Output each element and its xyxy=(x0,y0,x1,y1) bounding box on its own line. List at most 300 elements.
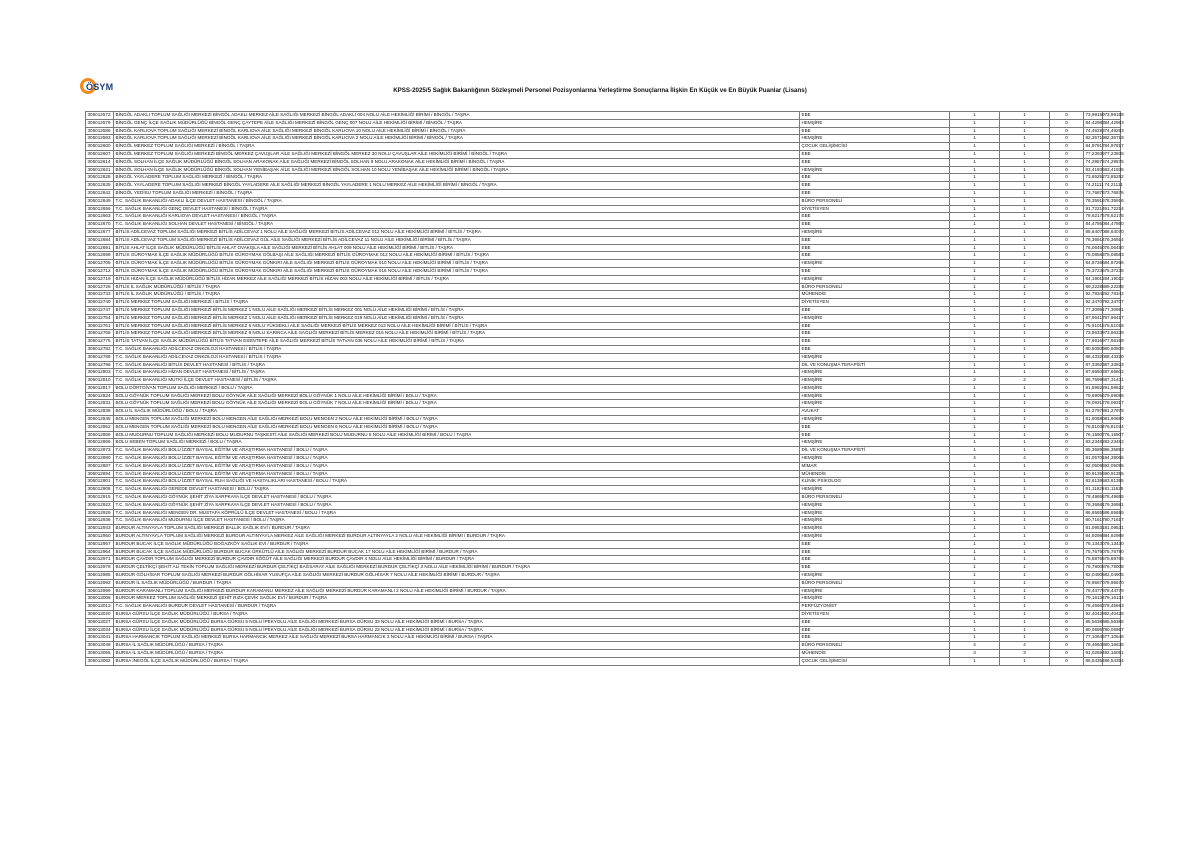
title-cell: HEMŞİRE xyxy=(800,353,950,361)
table-row xyxy=(86,306,1121,314)
quota-cell: 1 xyxy=(950,540,1000,548)
empty-cell: 0 xyxy=(1050,361,1084,369)
table-row xyxy=(86,400,1121,408)
quota-cell: 1 xyxy=(950,548,1000,556)
position-code-cell: 305013006 xyxy=(86,595,114,603)
min-score-cell: 81,11625 xyxy=(1084,486,1103,494)
empty-cell: 0 xyxy=(1050,306,1084,314)
min-score-cell: 75,76790 xyxy=(1084,548,1103,556)
placed-cell: 1 xyxy=(1000,166,1050,174)
quota-cell: 1 xyxy=(950,486,1000,494)
placed-cell: 1 xyxy=(1000,525,1050,533)
title-cell: EBE xyxy=(800,112,950,120)
empty-cell: 0 xyxy=(1050,626,1084,634)
position-code-cell: 305012992 xyxy=(86,579,114,587)
institution-cell: T.C. SAĞLIK BAKANLIĞI MENGEN DR. MUSTAFA KÖPRÜLÜ İLÇE DEVLET HASTANESİ / BOLU / TAŞRA xyxy=(114,509,800,517)
table-row xyxy=(86,353,1121,361)
max-score-cell: 84,97817 xyxy=(1103,143,1121,151)
position-code-cell: 305012607 xyxy=(86,150,114,158)
institution-cell: BİNGÖL KARLIOVA TOPLUM SAĞLIĞI MERKEZİ BİNGÖL KARLIOVA AİLE SAĞLIĞI MERKEZİ BİNGÖL KARLIOVA 2 NOLU AİLE HEKİMLİĞİ BİRİMİ / BİNGÖL / TAŞRA xyxy=(114,135,800,143)
title-cell: EBE xyxy=(800,345,950,353)
empty-cell: 0 xyxy=(1050,416,1084,424)
empty-cell: 0 xyxy=(1050,174,1084,182)
table-row xyxy=(86,486,1121,494)
min-score-cell: 75,08583 xyxy=(1084,252,1103,260)
quota-cell: 1 xyxy=(950,197,1000,205)
institution-cell: BURDUR ÇELTİKÇİ ŞEHİT ALİ TEKİN TOPLUM SAĞLIĞI MERKEZİ BURDUR ÇELTİKÇİ BAĞSARAY AİLE SAĞLIĞI MERKEZİ BURDUR ÇELTİKÇİ 3 NOLU AİLE HEKİMLİĞİ BİRİMİ / BURDUR / TAŞRA xyxy=(114,564,800,572)
table-row xyxy=(86,322,1121,330)
institution-cell: T.C. SAĞLIK BAKANLIĞI GEREDE DEVLET HASTANESİ / BOLU / TAŞRA xyxy=(114,486,800,494)
max-score-cell: 76,81034 xyxy=(1103,423,1121,431)
position-code-cell: 305012747 xyxy=(86,306,114,314)
max-score-cell: 77,30991 xyxy=(1103,306,1121,314)
position-code-cell: 305012712 xyxy=(86,267,114,275)
quota-cell: 1 xyxy=(950,291,1000,299)
empty-cell: 0 xyxy=(1050,369,1084,377)
quota-cell: 1 xyxy=(950,572,1000,580)
table-row xyxy=(86,548,1121,556)
max-score-cell: 86,54354 xyxy=(1103,657,1121,665)
table-row xyxy=(86,299,1121,307)
max-score-cell: 75,51015 xyxy=(1103,322,1121,330)
empty-cell: 0 xyxy=(1050,455,1084,463)
table-row xyxy=(86,127,1121,135)
table-row xyxy=(86,478,1121,486)
title-cell: EBE xyxy=(800,189,950,197)
min-score-cell: 78,45663 xyxy=(1084,603,1103,611)
table-row xyxy=(86,143,1121,151)
placed-cell: 1 xyxy=(1000,197,1050,205)
institution-cell: T.C. SAĞLIK BAKANLIĞI BOLU İZZET BAYSAL EĞİTİM VE ARAŞTIRMA HASTANESİ / BOLU / TAŞRA xyxy=(114,462,800,470)
institution-cell: BOLU GÖYNÜK TOPLUM SAĞLIĞI MERKEZİ BOLU GÖYNÜK AİLE SAĞLIĞI MERKEZİ BOLU GÖYNÜK 7 NOLU AİLE HEKİMLİĞİ BİRİMİ / BOLU / TAŞRA xyxy=(114,400,800,408)
title-cell: HEMŞİRE xyxy=(800,392,950,400)
max-score-cell: 92,34707 xyxy=(1103,299,1121,307)
institution-cell: BİNGÖL YAYLADERE TOPLUM SAĞLIĞI MERKEZİ / BİNGÖL / TAŞRA xyxy=(114,174,800,182)
max-score-cell: 92,78342 xyxy=(1103,291,1121,299)
empty-cell: 0 xyxy=(1050,205,1084,213)
table-row xyxy=(86,634,1121,642)
table-row xyxy=(86,439,1121,447)
institution-cell: BURSA GÜRSU İLÇE SAĞLIK MÜDÜRLÜĞÜ BURSA GÜRSU 5 NOLU İPEKYOLU AİLE SAĞLIĞI MERKEZİ BURSA GÜRSU 33 NOLU AİLE HEKİMLİĞİ BİRİMİ / BURSA / TAŞRA xyxy=(114,618,800,626)
position-code-cell: 305012761 xyxy=(86,322,114,330)
title-cell: HEMŞİRE xyxy=(800,587,950,595)
title-cell: EBE xyxy=(800,182,950,190)
quota-cell: 1 xyxy=(950,603,1000,611)
title-cell: HEMŞİRE xyxy=(800,166,950,174)
title-cell: EBE xyxy=(800,174,950,182)
placed-cell: 1 xyxy=(1000,143,1050,151)
table-row xyxy=(86,649,1121,657)
position-code-cell: 305012705 xyxy=(86,260,114,268)
logo-text: ÖSYM xyxy=(86,82,114,92)
position-code-cell: 305012740 xyxy=(86,299,114,307)
table-row xyxy=(86,330,1121,338)
empty-cell: 0 xyxy=(1050,611,1084,619)
quota-cell: 1 xyxy=(950,158,1000,166)
quota-cell: 1 xyxy=(950,353,1000,361)
institution-cell: BİTLİS MERKEZ TOPLUM SAĞLIĞI MERKEZİ BİTLİS MERKEZ 1 NOLU AİLE SAĞLIĞI MERKEZİ BİTLİS MERKEZ 001 NOLU AİLE HEKİMLİĞİ BİRİMİ / BİTLİS / TAŞRA xyxy=(114,306,800,314)
table-row xyxy=(86,657,1121,665)
quota-cell: 1 xyxy=(950,244,1000,252)
institution-cell: T.C. SAĞLIK BAKANLIĞI MUDURNU İLÇE DEVLET HASTANESİ / BOLU / TAŞRA xyxy=(114,517,800,525)
empty-cell: 0 xyxy=(1050,579,1084,587)
title-cell: HEMŞİRE xyxy=(800,501,950,509)
min-score-cell: 85,56386 xyxy=(1084,618,1103,626)
position-code-cell: 305012915 xyxy=(86,494,114,502)
title-cell: EBE xyxy=(800,540,950,548)
table-row xyxy=(86,174,1121,182)
empty-cell: 0 xyxy=(1050,564,1084,572)
placed-cell: 1 xyxy=(1000,213,1050,221)
position-code-cell: 305012600 xyxy=(86,143,114,151)
institution-cell: BİNGÖL GENÇ İLÇE SAĞLIK MÜDÜRLÜĞÜ BİNGÖL GENÇ ÇAYTEPE AİLE SAĞLIĞI MERKEZİ BİNGÖL GENÇ 007 NOLU AİLE HEKİMLİĞİ BİRİMİ / BİNGÖL / TAŞRA xyxy=(114,119,800,127)
position-code-cell: 305012663 xyxy=(86,213,114,221)
institution-cell: BİTLİS GÜROYMAK İLÇE SAĞLIK MÜDÜRLÜĞÜ BİTLİS GÜROYMAK GÜNKIRI AİLE SAĞLIĞI MERKEZİ BİTLİS GÜROYMAK 010 NOLU AİLE HEKİMLİĞİ BİRİMİ / BİTLİS / TAŞRA xyxy=(114,260,800,268)
placed-cell: 1 xyxy=(1000,299,1050,307)
table-row xyxy=(86,369,1121,377)
max-score-cell: 75,76790 xyxy=(1103,548,1121,556)
empty-cell: 0 xyxy=(1050,150,1084,158)
placed-cell: 1 xyxy=(1000,189,1050,197)
min-score-cell: 79,36681 xyxy=(1084,501,1103,509)
institution-cell: BOLU MUDURNU TOPLUM SAĞLIĞI MERKEZİ BOLU MUDURNU TAŞKESTİ AİLE SAĞLIĞI MERKEZİ BOLU MUDURNU 5 NOLU AİLE HEKİMLİĞİ BİRİMİ / BOLU / TAŞRA xyxy=(114,431,800,439)
max-score-cell: 73,99159 xyxy=(1103,112,1121,120)
min-score-cell: 88,64070 xyxy=(1084,228,1103,236)
quota-cell: 1 xyxy=(950,447,1000,455)
max-score-cell: 78,45663 xyxy=(1103,603,1121,611)
institution-cell: BİNGÖL KARLIOVA TOPLUM SAĞLIĞI MERKEZİ BİNGÖL KARLIOVA AİLE SAĞLIĞI MERKEZİ BİNGÖL KARLIOVA 10 NOLU AİLE HEKİMLİĞİ BİRİMİ / BİNGÖL / TAŞRA xyxy=(114,127,800,135)
results-table xyxy=(85,111,1124,666)
empty-cell: 0 xyxy=(1050,642,1084,650)
institution-cell: T.C. SAĞLIK BAKANLIĞI GÖYNÜK ŞEHİT ZİYA SARPKAYA İLÇE DEVLET HASTANESİ / BOLU / TAŞRA xyxy=(114,501,800,509)
empty-cell: 0 xyxy=(1050,127,1084,135)
max-score-cell: 84,92988 xyxy=(1103,533,1121,541)
table-row xyxy=(86,494,1121,502)
quota-cell: 1 xyxy=(950,267,1000,275)
table-row xyxy=(86,572,1121,580)
max-score-cell: 75,37236 xyxy=(1103,267,1121,275)
min-score-cell: 76,78008 xyxy=(1084,564,1103,572)
placed-cell: 1 xyxy=(1000,618,1050,626)
max-score-cell: 78,95670 xyxy=(1103,579,1121,587)
table-row xyxy=(86,345,1121,353)
quota-cell: 1 xyxy=(950,150,1000,158)
max-score-cell: 73,76876 xyxy=(1103,189,1121,197)
min-score-cell: 74,29575 xyxy=(1084,158,1103,166)
empty-cell: 0 xyxy=(1050,158,1084,166)
table-row xyxy=(86,564,1121,572)
table-row xyxy=(86,603,1121,611)
table-row xyxy=(86,642,1121,650)
min-score-cell: 73,99159 xyxy=(1084,112,1103,120)
min-score-cell: 86,65655 xyxy=(1084,509,1103,517)
placed-cell: 1 xyxy=(1000,392,1050,400)
placed-cell: 1 xyxy=(1000,486,1050,494)
max-score-cell: 73,86339 xyxy=(1103,330,1121,338)
placed-cell: 1 xyxy=(1000,517,1050,525)
empty-cell: 0 xyxy=(1050,353,1084,361)
quota-cell: 1 xyxy=(950,384,1000,392)
institution-cell: BİTLİS ADİLCEVAZ TOPLUM SAĞLIĞI MERKEZİ BİTLİS ADİLCEVAZ 1 NOLU AİLE SAĞLIĞI MERKEZİ BİTLİS ADİLCEVAZ 012 NOLU AİLE HEKİMLİĞİ BİRİMİ / BİTLİS / TAŞRA xyxy=(114,228,800,236)
table-row xyxy=(86,228,1121,236)
placed-cell: 1 xyxy=(1000,494,1050,502)
max-score-cell: 76,78008 xyxy=(1103,564,1121,572)
institution-cell: BİTLİS HİZAN İLÇE SAĞLIK MÜDÜRLÜĞÜ BİTLİS HİZAN MERKEZ AİLE SAĞLIĞI MERKEZİ BİTLİS HİZAN 003 NOLU AİLE HEKİMLİĞİ BİRİMİ / BİTLİS / TAŞRA xyxy=(114,275,800,283)
institution-cell: BURSA HARMANCIK TOPLUM SAĞLIĞI MERKEZİ BURSA HARMANCIK MERKEZ AİLE SAĞLIĞI MERKEZİ BURSA HARMANCIK 3 NOLU AİLE HEKİMLİĞİ BİRİMİ / BURSA / TAŞRA xyxy=(114,634,800,642)
quota-cell: 1 xyxy=(950,283,1000,291)
title-cell: EBE xyxy=(800,150,950,158)
institution-cell: T.C. SAĞLIK BAKANLIĞI ADAKLI İLÇE DEVLET HASTANESİ / BİNGÖL / TAŞRA xyxy=(114,197,800,205)
placed-cell: 1 xyxy=(1000,587,1050,595)
title-cell: EBE xyxy=(800,267,950,275)
empty-cell: 0 xyxy=(1050,423,1084,431)
title-cell: HEMŞİRE xyxy=(800,517,950,525)
position-code-cell: 305013020 xyxy=(86,611,114,619)
max-score-cell: 78,62175 xyxy=(1103,213,1121,221)
quota-cell: 1 xyxy=(950,299,1000,307)
placed-cell: 4 xyxy=(1000,642,1050,650)
min-score-cell: 76,81034 xyxy=(1084,423,1103,431)
position-code-cell: 305012698 xyxy=(86,252,114,260)
placed-cell: 1 xyxy=(1000,330,1050,338)
min-score-cell: 76,15907 xyxy=(1084,431,1103,439)
institution-cell: BURDUR GÖLHİSAR TOPLUM SAĞLIĞI MERKEZİ BURDUR GÖLHİSAR YUSUFÇA AİLE SAĞLIĞI MERKEZİ BURDUR GÖLHİSAR 7 NOLU AİLE HEKİMLİĞİ BİRİMİ / BURDUR / TAŞRA xyxy=(114,572,800,580)
title-cell: DİL VE KONUŞMA TERAPİSTİ xyxy=(800,447,950,455)
institution-cell: BURDUR BUCAK İLÇE SAĞLIK MÜDÜRLÜĞÜ BOĞAZKÖY SAĞLIK EVİ / BURDUR / TAŞRA xyxy=(114,540,800,548)
min-score-cell: 76,06450 xyxy=(1084,244,1103,252)
table-row xyxy=(86,275,1121,283)
min-score-cell: 87,66602 xyxy=(1084,369,1103,377)
title-cell: HEMŞİRE xyxy=(800,439,950,447)
max-score-cell: 90,91355 xyxy=(1103,470,1121,478)
min-score-cell: 87,33923 xyxy=(1084,361,1103,369)
position-code-cell: 305012754 xyxy=(86,314,114,322)
max-score-cell: 75,69765 xyxy=(1103,556,1121,564)
quota-cell: 1 xyxy=(950,345,1000,353)
max-score-cell: 83,41935 xyxy=(1103,166,1121,174)
table-row xyxy=(86,618,1121,626)
title-cell: HEMŞİRE xyxy=(800,369,950,377)
table-row xyxy=(86,112,1121,120)
title-cell: HEMŞİRE xyxy=(800,377,950,385)
table-row xyxy=(86,205,1121,213)
placed-cell: 1 xyxy=(1000,119,1050,127)
placed-cell: 1 xyxy=(1000,135,1050,143)
empty-cell: 0 xyxy=(1050,634,1084,642)
quota-cell: 1 xyxy=(950,525,1000,533)
table-row xyxy=(86,189,1121,197)
quota-cell: 1 xyxy=(950,236,1000,244)
position-code-cell: 305012880 xyxy=(86,455,114,463)
title-cell: MİMAR xyxy=(800,462,950,470)
empty-cell: 0 xyxy=(1050,486,1084,494)
quota-cell: 1 xyxy=(950,306,1000,314)
min-score-cell: 82,35719 xyxy=(1084,135,1103,143)
title-cell: BÜRO PERSONELİ xyxy=(800,579,950,587)
placed-cell: 1 xyxy=(1000,447,1050,455)
empty-cell: 0 xyxy=(1050,392,1084,400)
institution-cell: T.C. SAĞLIK BAKANLIĞI BOLU İZZET BAYSAL EĞİTİM VE ARAŞTIRMA HASTANESİ / BOLU / TAŞRA xyxy=(114,470,800,478)
empty-cell: 0 xyxy=(1050,470,1084,478)
min-score-cell: 85,35893 xyxy=(1084,447,1103,455)
position-code-cell: 305012957 xyxy=(86,540,114,548)
quota-cell: 1 xyxy=(950,556,1000,564)
empty-cell: 0 xyxy=(1050,556,1084,564)
placed-cell: 1 xyxy=(1000,369,1050,377)
position-code-cell: 305012628 xyxy=(86,174,114,182)
position-code-cell: 305013055 xyxy=(86,649,114,657)
max-score-cell: 87,31431 xyxy=(1103,377,1121,385)
max-score-cell: 81,09531 xyxy=(1103,525,1121,533)
institution-cell: T.C. SAĞLIK BAKANLIĞI BOLU İZZET BAYSAL EĞİTİM VE ARAŞTIRMA HASTANESİ / BOLU / TAŞRA xyxy=(114,455,800,463)
min-score-cell: 81,90680 xyxy=(1084,416,1103,424)
placed-cell: 1 xyxy=(1000,150,1050,158)
max-score-cell: 84,87266 xyxy=(1103,260,1121,268)
min-score-cell: 75,51015 xyxy=(1084,322,1103,330)
institution-cell: BİNGÖL YEDİSU TOPLUM SAĞLIĞI MERKEZİ / BİNGÖL / TAŞRA xyxy=(114,189,800,197)
min-score-cell: 84,87266 xyxy=(1084,260,1103,268)
position-code-cell: 305012614 xyxy=(86,158,114,166)
quota-cell: 1 xyxy=(950,517,1000,525)
title-cell: AVUKAT xyxy=(800,408,950,416)
quota-cell: 1 xyxy=(950,314,1000,322)
min-score-cell: 90,91355 xyxy=(1084,470,1103,478)
min-score-cell: 89,22288 xyxy=(1084,283,1103,291)
max-score-cell: 80,71617 xyxy=(1103,517,1121,525)
empty-cell: 0 xyxy=(1050,338,1084,346)
quota-cell: 1 xyxy=(950,626,1000,634)
empty-cell: 0 xyxy=(1050,517,1084,525)
min-score-cell: 80,50509 xyxy=(1084,345,1103,353)
position-code-cell: 305013013 xyxy=(86,603,114,611)
empty-cell: 0 xyxy=(1050,540,1084,548)
position-code-cell: 305012950 xyxy=(86,533,114,541)
quota-cell: 1 xyxy=(950,595,1000,603)
table-row xyxy=(86,579,1121,587)
table-row xyxy=(86,236,1121,244)
title-cell: HEMŞİRE xyxy=(800,400,950,408)
placed-cell: 1 xyxy=(1000,205,1050,213)
max-score-cell: 84,38066 xyxy=(1103,455,1121,463)
min-score-cell: 78,49655 xyxy=(1084,494,1103,502)
max-score-cell: 85,56386 xyxy=(1103,618,1121,626)
institution-cell: T.C. SAĞLIK BAKANLIĞI BOLU İZZET BAYSAL RUH SAĞLIĞI VE HASTALIKLARI HASTANESİ / BOLU / TAŞRA xyxy=(114,478,800,486)
placed-cell: 1 xyxy=(1000,470,1050,478)
placed-cell: 1 xyxy=(1000,572,1050,580)
position-code-cell: 305012943 xyxy=(86,525,114,533)
placed-cell: 1 xyxy=(1000,408,1050,416)
max-score-cell: 83,23482 xyxy=(1103,439,1121,447)
table-row xyxy=(86,455,1121,463)
max-score-cell: 84,19012 xyxy=(1103,275,1121,283)
institution-cell: BURDUR MERKEZ TOPLUM SAĞLIĞI MERKEZİ ŞEHİT RIZA ÇEVİK SAĞLIK EVİ / BURDUR / TAŞRA xyxy=(114,595,800,603)
min-score-cell: 86,76996 xyxy=(1084,377,1103,385)
title-cell: EBE xyxy=(800,423,950,431)
placed-cell: 1 xyxy=(1000,221,1050,229)
title-cell: EBE xyxy=(800,127,950,135)
min-score-cell: 73,86339 xyxy=(1084,330,1103,338)
institution-cell: BOLU İL SAĞLIK MÜDÜRLÜĞÜ / BOLU / TAŞRA xyxy=(114,408,800,416)
position-code-cell: 305012831 xyxy=(86,400,114,408)
title-cell: EBE xyxy=(800,548,950,556)
title-cell: BÜRO PERSONELİ xyxy=(800,283,950,291)
max-score-cell: 87,96417 xyxy=(1103,314,1121,322)
institution-cell: T.C. SAĞLIK BAKANLIĞI GÖYNÜK ŞEHİT ZİYA SARPKAYA İLÇE DEVLET HASTANESİ / BOLU / TAŞRA xyxy=(114,494,800,502)
min-score-cell: 76,36914 xyxy=(1084,236,1103,244)
placed-cell: 1 xyxy=(1000,431,1050,439)
institution-cell: BURSA GÜRSU İLÇE SAĞLIK MÜDÜRLÜĞÜ / BURSA / TAŞRA xyxy=(114,611,800,619)
quota-cell: 1 xyxy=(950,252,1000,260)
institution-cell: BİTLİS TATVAN İLÇE SAĞLIK MÜDÜRLÜĞÜ BİTLİS TATVAN ESENTEPE AİLE SAĞLIĞI MERKEZİ BİTLİS TATVAN 036 NOLU AİLE HEKİMLİĞİ BİRİMİ / BİTLİS / TAŞRA xyxy=(114,338,800,346)
max-score-cell: 77,23939 xyxy=(1103,150,1121,158)
quota-cell: 1 xyxy=(950,127,1000,135)
min-score-cell: 92,40428 xyxy=(1084,611,1103,619)
title-cell: EBE xyxy=(800,221,950,229)
position-code-cell: 305012782 xyxy=(86,345,114,353)
institution-cell: BİTLİS MERKEZ TOPLUM SAĞLIĞI MERKEZİ / BİTLİS / TAŞRA xyxy=(114,299,800,307)
min-score-cell: 78,44779 xyxy=(1084,587,1103,595)
title-cell: HEMŞİRE xyxy=(800,416,950,424)
quota-cell: 1 xyxy=(950,275,1000,283)
empty-cell: 0 xyxy=(1050,135,1084,143)
min-score-cell: 77,30991 xyxy=(1084,306,1103,314)
quota-cell: 1 xyxy=(950,478,1000,486)
min-score-cell: 77,10646 xyxy=(1084,634,1103,642)
empty-cell: 0 xyxy=(1050,603,1084,611)
placed-cell: 1 xyxy=(1000,228,1050,236)
institution-cell: BİTLİS AHLAT İLÇE SAĞLIK MÜDÜRLÜĞÜ BİTLİS AHLAT OVAKIŞLA AİLE SAĞLIĞI MERKEZİ BİTLİS AHLAT 009 NOLU AİLE HEKİMLİĞİ BİRİMİ / BİTLİS / TAŞRA xyxy=(114,244,800,252)
placed-cell: 1 xyxy=(1000,611,1050,619)
table-row xyxy=(86,384,1121,392)
empty-cell: 0 xyxy=(1050,314,1084,322)
table-row xyxy=(86,509,1121,517)
title-cell: EBE xyxy=(800,556,950,564)
quota-cell: 1 xyxy=(950,587,1000,595)
position-code-cell: 305012656 xyxy=(86,205,114,213)
placed-cell: 1 xyxy=(1000,236,1050,244)
quota-cell: 1 xyxy=(950,462,1000,470)
table-row xyxy=(86,182,1121,190)
quota-cell: 1 xyxy=(950,182,1000,190)
table-row xyxy=(86,462,1121,470)
page-title: KPSS-2025/5 Sağlık Bakanlığının Sözleşmeli Personel Pozisyonlarına Yerleştirme Sonuçlarına İlişkin En Küçük ve En Büyük Puanlar (Lisans) xyxy=(393,87,807,94)
min-score-cell: 83,41935 xyxy=(1084,166,1103,174)
placed-cell: 1 xyxy=(1000,174,1050,182)
placed-cell: 1 xyxy=(1000,603,1050,611)
institution-cell: BİTLİS MERKEZ TOPLUM SAĞLIĞI MERKEZİ BİTLİS MERKEZ 6 NOLU YÜKSEKLİ AİLE SAĞLIĞI MERKEZİ BİTLİS MERKEZ 013 NOLU AİLE HEKİMLİĞİ BİRİMİ / BİTLİS / TAŞRA xyxy=(114,322,800,330)
empty-cell: 0 xyxy=(1050,649,1084,657)
title-cell: HEMŞİRE xyxy=(800,525,950,533)
position-code-cell: 305012810 xyxy=(86,377,114,385)
institution-cell: BİNGÖL ADAKLI TOPLUM SAĞLIĞI MERKEZİ BİNGÖL ADAKLI MERKEZ AİLE SAĞLIĞI MERKEZİ BİNGÖL ADAKLI 004 NOLU AİLE HEKİMLİĞİ BİRİMİ / BİNGÖL / TAŞRA xyxy=(114,112,800,120)
position-code-cell: 305012621 xyxy=(86,166,114,174)
max-score-cell: 73,85252 xyxy=(1103,174,1121,182)
empty-cell: 0 xyxy=(1050,345,1084,353)
empty-cell: 0 xyxy=(1050,119,1084,127)
table-row xyxy=(86,338,1121,346)
max-score-cell: 80,05957 xyxy=(1103,626,1121,634)
placed-cell: 1 xyxy=(1000,595,1050,603)
max-score-cell: 78,13430 xyxy=(1103,540,1121,548)
max-score-cell: 84,42983 xyxy=(1103,119,1121,127)
empty-cell: 0 xyxy=(1050,478,1084,486)
quota-cell: 1 xyxy=(950,189,1000,197)
position-code-cell: 305012859 xyxy=(86,431,114,439)
title-cell: HEMŞİRE xyxy=(800,595,950,603)
table-row xyxy=(86,423,1121,431)
empty-cell: 0 xyxy=(1050,595,1084,603)
position-code-cell: 305012642 xyxy=(86,189,114,197)
